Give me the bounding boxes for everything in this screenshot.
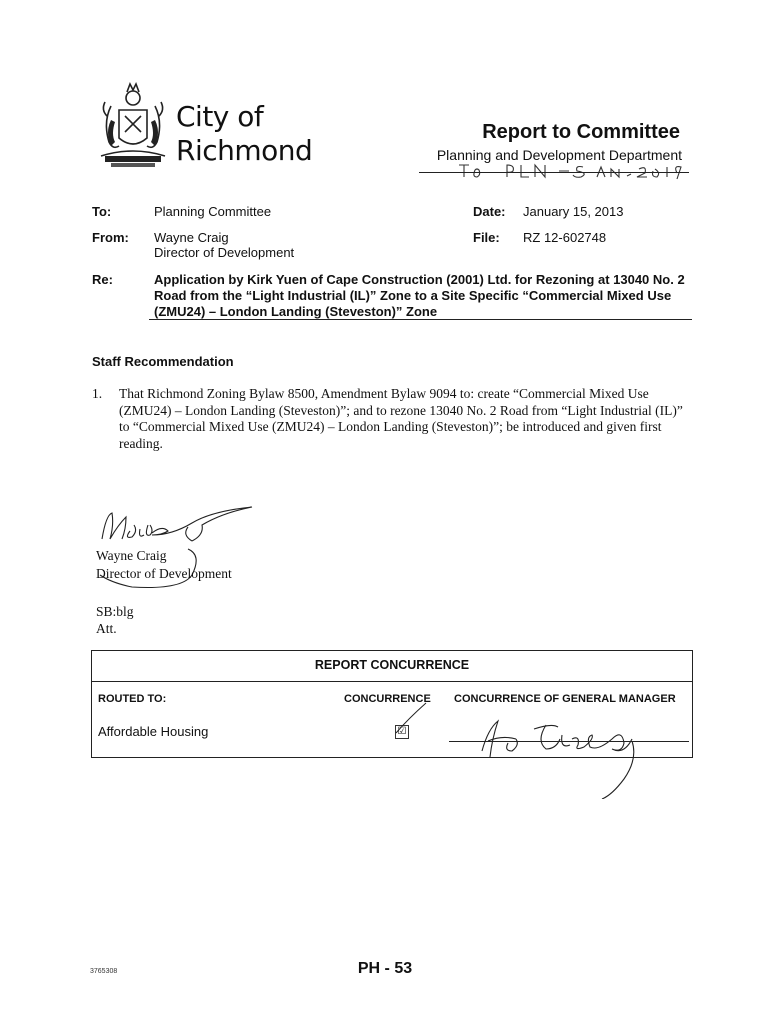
from-name: Wayne Craig	[154, 230, 229, 245]
concurrence-title: REPORT CONCURRENCE	[314, 658, 470, 672]
concurrence-header: CONCURRENCE	[344, 693, 431, 705]
city-name-line2: Richmond	[176, 134, 313, 167]
initials: SB:blg	[96, 604, 134, 619]
check-stroke-drawing	[382, 699, 432, 739]
date-label: Date:	[473, 204, 506, 219]
signatory-name: Wayne Craig	[96, 548, 167, 563]
header-rule	[419, 172, 689, 173]
subject-rule	[149, 319, 692, 320]
signatory-title: Director of Development	[96, 566, 232, 581]
page-number: PH - 53	[357, 960, 413, 977]
routed-to-header: ROUTED TO:	[98, 693, 167, 705]
recommendation-text: That Richmond Zoning Bylaw 8500, Amendment Bylaw 9094 to: create “Commercial Mixed Use (ZMU24) – London Landing (Steveston)”; and to rezone 13040 No. 2 Road from “Light Industrial (IL)” to “Commercial Mixed Use (ZMU24) – London Landing (Steveston)”; be introduced and given first reading.	[119, 386, 683, 451]
attachment-note: Att.	[96, 621, 117, 636]
re-subject: Application by Kirk Yuen of Cape Construction (2001) Ltd. for Rezoning at 13040 No. 2 Road from the “Light Industrial (IL)” Zone to a Site Specific “Commercial Mixed Use (ZMU24) – London Landing (Steveston)” Zone	[154, 272, 685, 319]
date-value: January 15, 2013	[523, 204, 624, 219]
report-title: Report to Committee	[482, 121, 680, 143]
city-crest-logo	[97, 76, 169, 172]
re-label: Re:	[92, 272, 113, 287]
recommendation-item	[92, 386, 692, 452]
concurrence-checkbox[interactable]: ☑	[395, 725, 409, 739]
recommendation-number: 1.	[92, 386, 103, 401]
gm-concurrence-header: CONCURRENCE OF GENERAL MANAGER	[454, 693, 676, 705]
gm-signature-drawing	[462, 699, 672, 799]
concurrence-rule	[92, 681, 692, 682]
from-title: Director of Development	[154, 245, 295, 260]
city-name-line1: City of	[176, 100, 264, 133]
report-concurrence-table	[91, 650, 693, 758]
document-id: 3765308	[90, 968, 118, 975]
staff-recommendation-heading: Staff Recommendation	[92, 354, 234, 369]
routed-department: Affordable Housing	[98, 724, 209, 739]
file-label: File:	[473, 230, 500, 245]
from-label: From:	[92, 230, 129, 245]
to-value: Planning Committee	[154, 204, 272, 219]
file-value: RZ 12-602748	[523, 230, 607, 245]
department-name: Planning and Development Department	[436, 147, 682, 163]
to-label: To:	[92, 204, 112, 219]
